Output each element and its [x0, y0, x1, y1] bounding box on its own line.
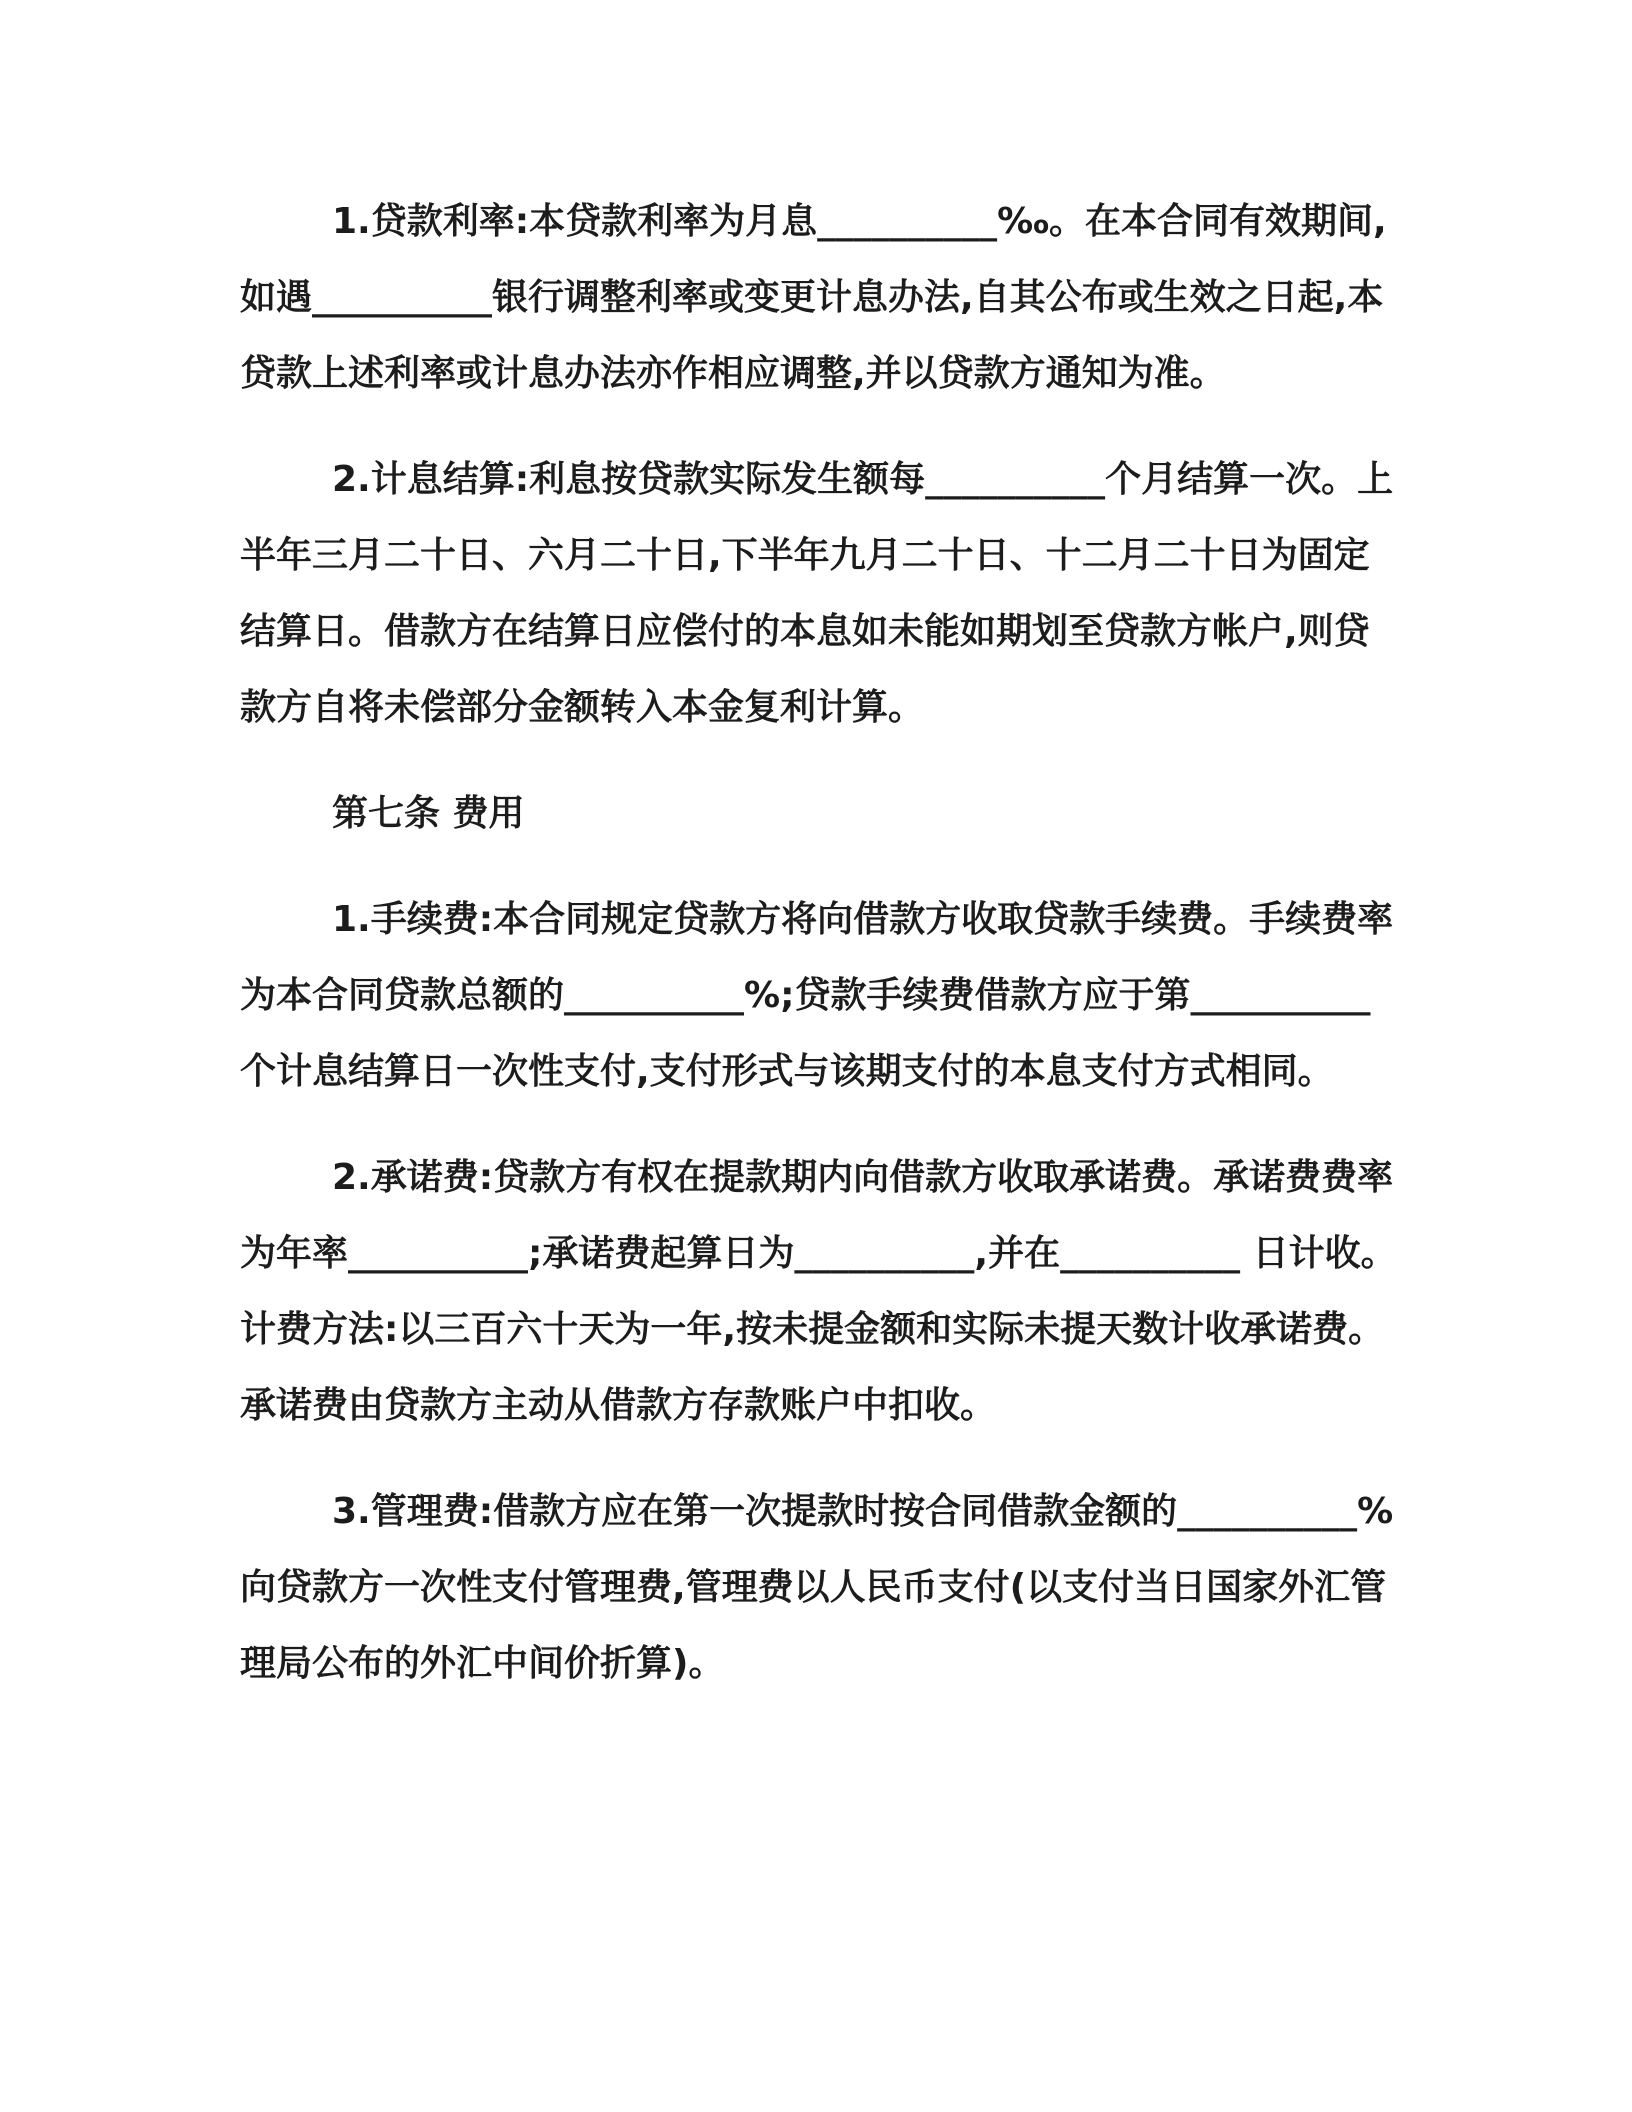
paragraph-interest-settlement: 2.计息结算:利息按贷款实际发生额每__________个月结算一次。上半年三月二十日、六月二十日,下半年九月二十日、十二月二十日为固定结算日。借款方在结算日应偿付的本息如未能如期划至贷款方帐户,则贷款方自将未偿部分金额转入本金复利计算。 — [240, 459, 1394, 728]
document-body — [240, 184, 1400, 1732]
paragraph-loan-interest-rate: 1.贷款利率:本贷款利率为月息__________‰。在本合同有效期间,如遇__________银行调整利率或变更计息办法,自其公布或生效之日起,本贷款上述利率或计息办法亦作相应调整,并以贷款方通知为准。 — [240, 201, 1387, 394]
paragraph-handling-fee: 1.手续费:本合同规定贷款方将向借款方收取贷款手续费。手续费率为本合同贷款总额的__________%;贷款手续费借款方应于第__________个计息结算日一次性支付,支付形式与该期支付的本息支付方式相同。 — [240, 899, 1394, 1092]
paragraph-management-fee: 3.管理费:借款方应在第一次提款时按合同借款金额的__________%向贷款方一次性支付管理费,管理费以人民币支付(以支付当日国家外汇管理局公布的外汇中间价折算)。 — [240, 1491, 1394, 1684]
paragraph-commitment-fee: 2.承诺费:贷款方有权在提款期内向借款方收取承诺费。承诺费费率为年率__________;承诺费起算日为__________,并在__________ 日计收。计费方法:以三百六十天为一年,按未提金额和实际未提天数计收承诺费。承诺费由贷款方主动从借款方存款账户中扣收。 — [240, 1157, 1397, 1426]
article-seven-heading: 第七条 费用 — [332, 793, 525, 834]
